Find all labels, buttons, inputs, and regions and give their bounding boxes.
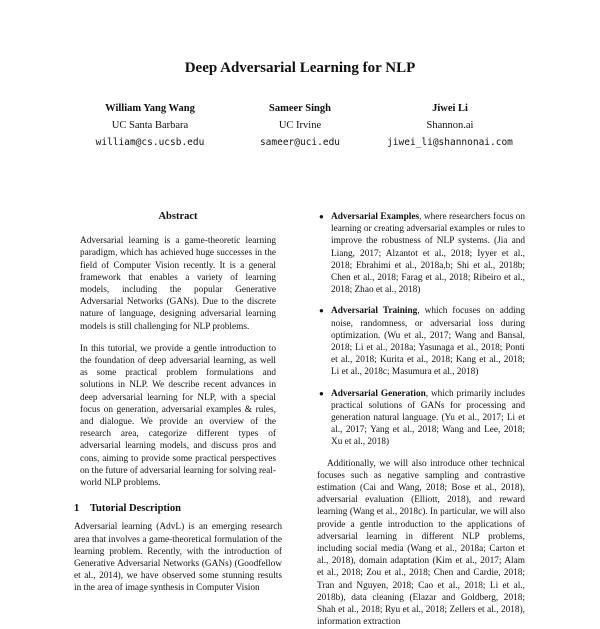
bullet-icon: ● <box>319 212 324 221</box>
bullet-term: Adversarial Training <box>331 306 418 317</box>
abstract-paragraph: In this tutorial, we provide a gentle introduction to the foundation of deep adversarial learning, as well as some practical problem formulations and solutions in NLP. We describe recent advances in deep adversarial learning for NLP, with a special focus on generation, adversarial examples & rules, and dialogue. We provide an overview of the research area, categorize different types of adversarial learning models, and discuss pros and cons, aiming to provide some practical perspectives on the future of adversarial learning for solving real-world NLP problems. <box>80 343 276 489</box>
list-item <box>317 388 525 449</box>
author-1 <box>70 100 230 151</box>
author-3 <box>370 100 530 151</box>
author-name: William Yang Wang <box>105 103 195 114</box>
list-item <box>317 211 525 296</box>
section-text: Adversarial learning (AdvL) is an emerging research area that involves a game-theoretical formulation of the learning problem. Recently, with the introduction of Generative Adversarial Networks (GANs) (Goodfellow et al., 2014), we have observed some stunning results in the area of image synthesis in Computer Vision <box>74 522 282 594</box>
bullet-icon: ● <box>319 388 324 398</box>
author-email: sameer@uci.edu <box>259 137 341 148</box>
bullet-text: , which focuses on adding noise, randomness, or adversarial loss during optimization. (Wu et al., 2017; Wang and Bansal, 2018; Li et al., 2018a; Yasunaga et al., 2018; Ponti et al., 2018; Kurita et al., 2018; Kang et al., 2018; Li et al., 2018c; Masumura et al., 2018) <box>331 306 525 378</box>
paper-title: Deep Adversarial Learning for NLP <box>184 60 416 76</box>
abstract-body <box>74 235 282 489</box>
abstract-paragraph: Adversarial learning is a game-theoretic learning paradigm, which has achieved huge successes in the field of Computer Vision recently. It is a general framework that enables a variety of learning models, including the popular Generative Adversarial Networks (GANs). Due to the discrete nature of language, designing adversarial learning models is still challenging for NLP problems. <box>80 236 276 332</box>
additional-paragraph: Additionally, we will also introduce other technical focuses such as negative sampling and contrastive estimation (Cai and Wang, 2018; Bose et al., 2018), adversarial evaluation (Elliott, 2018), and reward learning (Wang et al., 2018c). In particular, we will also provide a gentle introduction to the applications of adversarial learning in different NLP problems, including social media (Wang et al., 2018a; Carton et al., 2018), domain adaptation (Kim et al., 2017; Alam et al., 2018; Zou et al., 2018; Chen and Cardie, 2018; Tran and Nguyen, 2018; Cao et al., 2018; Li et al., 2018b), data cleaning (Elazar and Goldberg, 2018; Shah et al., 2018; Ryu et al., 2018; Zellers et al., 2018), information extraction <box>317 458 525 628</box>
list-item <box>317 305 525 378</box>
bullet-text: , where researchers focus on learning or creating adversarial examples or rules to improve the robustness of NLP systems. (Jia and Liang, 2017; Alzantot et al., 2018; Iyyer et al., 2018; Ebrahimi et al., 2018a,b; Shi et al., 2018b; Chen et al., 2018; Farag et al., 2018; Ribeiro et al., 2018; Zhao et al., 2018) <box>331 212 525 296</box>
author-name: Sameer Singh <box>269 103 331 114</box>
abstract-heading: Abstract <box>158 211 198 222</box>
bullet-term: Adversarial Generation <box>331 388 426 399</box>
bullet-list <box>317 211 525 449</box>
author-affiliation: UC Santa Barbara <box>111 120 189 131</box>
left-column <box>74 211 282 595</box>
author-email: william@cs.ucsb.edu <box>95 137 205 148</box>
bullet-text: , which primarily includes practical solutions of GANs for processing and generation natural language. (Yu et al., 2017; Li et al., 2017; Yang et al., 2018; Wang and Lee, 2018; Xu et al., 2018) <box>331 388 525 448</box>
section-title: Tutorial Description <box>90 503 181 515</box>
bullet-term: Adversarial Examples <box>331 212 420 222</box>
right-column <box>317 211 525 629</box>
author-2 <box>220 100 380 151</box>
author-affiliation: UC Irvine <box>278 120 322 131</box>
bullet-icon: ● <box>319 306 324 316</box>
author-affiliation: Shannon.ai <box>426 120 474 131</box>
author-name: Jiwei Li <box>432 103 468 114</box>
author-email: jiwei_li@shannonai.com <box>387 137 513 148</box>
section-heading <box>74 503 282 515</box>
section-number: 1 <box>74 503 80 515</box>
